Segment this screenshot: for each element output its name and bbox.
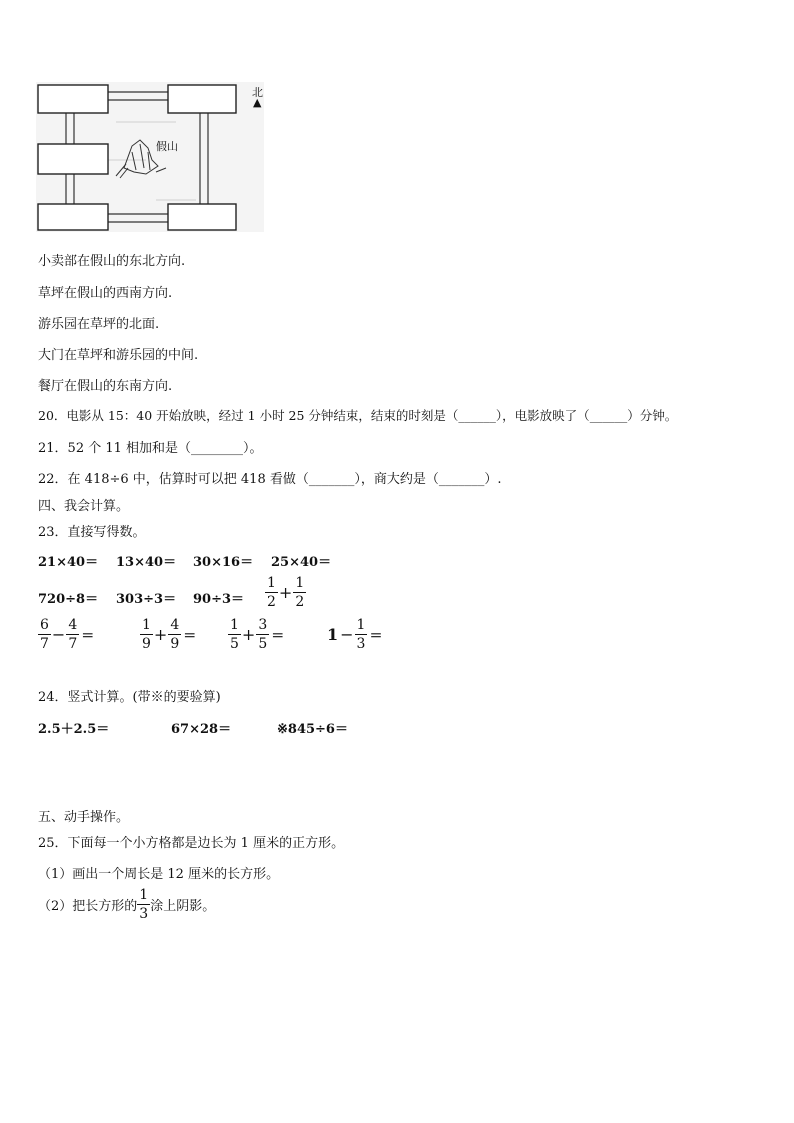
q25-part-2: （2）把长方形的 $\frac{1}{3}$ 涂上阴影。 [38,887,216,922]
q25-part-1: （1）画出一个周长是 12 厘米的长方形。 [38,867,280,882]
section-4-heading: 四、我会计算。 [38,499,130,514]
q23-fraction-item-2: $\frac{1}{9}$ + $\frac{4}{9}$ ＝ [142,617,197,652]
q24-item-1: 2.5＋2.5＝ [38,722,110,737]
fraction: $\frac{4}{7}$ [68,617,78,652]
section-5-heading: 五、动手操作。 [38,810,130,825]
fraction: $\frac{1}{9}$ [142,617,151,652]
q20-text-c: ）分钟。 [627,408,678,423]
question-22 [38,468,502,487]
statement-5: 餐厅在假山的东南方向. [38,379,173,394]
q23-fraction-item-1: $\frac{6}{7}$ − $\frac{4}{7}$ ＝ [40,617,95,652]
fraction: $\frac{1}{2}$ [267,575,276,610]
question-20 [38,406,677,424]
q22-text-c: ）. [484,472,502,487]
q24-title: 24．竖式计算。(带※的要验算) [38,690,221,705]
q21-blank[interactable]: ________ [191,441,244,456]
q25-title: 25．下面每一个小方格都是边长为 1 厘米的正方形。 [38,836,345,851]
statement-3: 游乐园在草坪的北面. [38,317,160,332]
statement-4: 大门在草坪和游乐园的中间. [38,348,199,363]
q23-item-4: 25×40＝ [271,555,332,570]
question-21 [38,437,263,456]
fraction: $\frac{1}{5}$ [230,617,239,652]
q23-item-6: 303÷3＝ [116,592,177,607]
q23-item-1: 21×40＝ [38,555,99,570]
park-map-figure [36,82,264,232]
q24-item-2: 67×28＝ [171,722,232,737]
q22-text-b: ），商大约是（ [354,472,439,487]
q23-fraction-item-4: 1 − $\frac{1}{3}$ ＝ [327,617,383,652]
q24-item-3: ※845÷6＝ [277,722,348,737]
fraction: $\frac{1}{3}$ [356,617,366,652]
q22-text-a: 22．在 418÷6 中，估算时可以把 418 看做（ [38,472,309,487]
q20-blank-1[interactable]: ______ [458,408,496,423]
q22-blank-1[interactable]: _______ [308,472,355,487]
rockery-label: 假山 [156,140,178,153]
fraction: $\frac{1}{3}$ [139,887,149,922]
q22-blank-2[interactable]: _______ [438,472,485,487]
fraction: $\frac{1}{2}$ [295,575,305,610]
q23-fraction-item-3: $\frac{1}{5}$ + $\frac{3}{5}$ ＝ [230,617,285,652]
q21-text-a: 21．52 个 11 相加和是（ [38,441,192,456]
q23-item-7: 90÷3＝ [193,592,245,607]
q21-text-b: ）。 [243,441,263,456]
fraction: $\frac{3}{5}$ [258,617,268,652]
q23-title: 23．直接写得数。 [38,525,146,540]
statement-1: 小卖部在假山的东北方向. [38,254,186,269]
q23-item-3: 30×16＝ [193,555,254,570]
north-label: 北 [252,86,263,99]
q20-blank-2[interactable]: ______ [589,408,628,423]
q20-text-b: ），电影放映了（ [495,408,590,423]
park-map-drawing [36,82,264,232]
fraction: $\frac{6}{7}$ [40,617,49,652]
statement-2: 草坪在假山的西南方向. [38,286,173,301]
fraction: $\frac{4}{9}$ [170,617,180,652]
q23-item-5: 720÷8＝ [38,592,99,607]
q20-text-a: 20．电影从 15：40 开始放映，经过 1 小时 25 分钟结束，结束的时刻是（ [38,408,459,423]
q23-item-2: 13×40＝ [116,555,177,570]
q23-fraction-sum-half: $\frac{1}{2}$ + $\frac{1}{2}$ [267,575,305,610]
north-arrow-icon: ▲ [253,96,262,109]
